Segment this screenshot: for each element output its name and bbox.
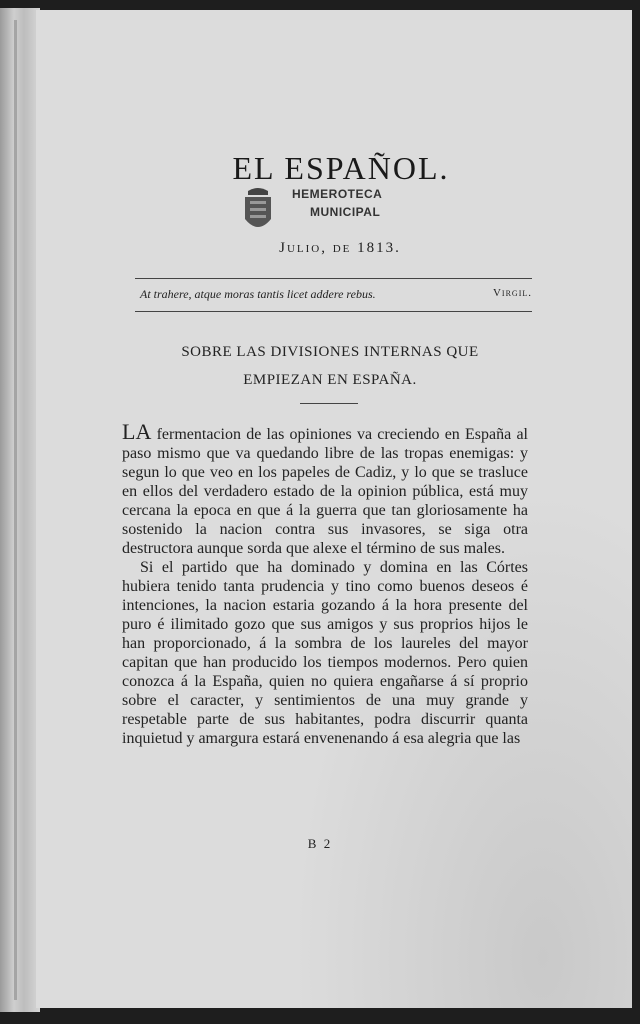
library-stamp bbox=[240, 185, 430, 235]
spine-crease bbox=[14, 20, 17, 1000]
epigraph-quote: At trahere, atque moras tantis licet addere rebus. bbox=[140, 287, 376, 301]
signature-mark: B 2 bbox=[307, 836, 333, 851]
bottom-rule bbox=[135, 311, 532, 312]
article-title bbox=[120, 338, 540, 394]
masthead-title: EL ESPAÑOL. bbox=[232, 150, 450, 186]
top-rule bbox=[135, 278, 532, 279]
book-spine bbox=[0, 8, 40, 1012]
paragraph-1 bbox=[122, 419, 529, 558]
stamp-line-2: MUNICIPAL bbox=[310, 205, 381, 219]
paragraph-1-text: fermentacion de las opiniones va creciendo en España al paso mismo que va quedando libre de las tropas enemigas: y segun lo que veo en los papeles de Cadiz, y lo que se trasluce en ellos del verdadero estado de la opinion pública, está muy cercana la epoca en que á la guerra que tan gloriosamente ha sostenido la nacion contra sus invasores, se siga otra destructora aunque sorda que alexe el término de sus males. bbox=[122, 426, 529, 557]
dropcap: LA bbox=[122, 419, 152, 444]
epigraph-author: Virgil. bbox=[492, 287, 532, 299]
title-divider bbox=[300, 403, 358, 404]
stamp-line-1: HEMEROTECA bbox=[292, 187, 383, 201]
coat-of-arms-icon bbox=[240, 185, 276, 235]
paragraph-2: Si el partido que ha dominado y domina en las Córtes hubiera tenido tanta prudencia y tino como buenos deseos é intenciones, la nacion estaria gozando á la hora presente del puro é ilimitado gozo que sus amigos y sus proprios hijos le han proporcionado, á la sombra de los laureles del mayor capitan que han producido los tiempos modernos. Pero quien conozca á la España, quien no quiera engañarse á sí proprio sobre el caracter, y sentimientos de una muy grande y respetable parte de sus habitantes, podra discurrir quanta inquietud y amargura estará envenenando á esa alegria que las bbox=[122, 559, 528, 747]
article-title-line-2: EMPIEZAN EN ESPAÑA. bbox=[243, 372, 417, 388]
article-title-line-1: SOBRE LAS DIVISIONES INTERNAS QUE bbox=[181, 344, 479, 360]
epigraph bbox=[140, 287, 532, 302]
article-body bbox=[122, 419, 529, 748]
issue-date: Julio, de 1813. bbox=[279, 240, 401, 256]
